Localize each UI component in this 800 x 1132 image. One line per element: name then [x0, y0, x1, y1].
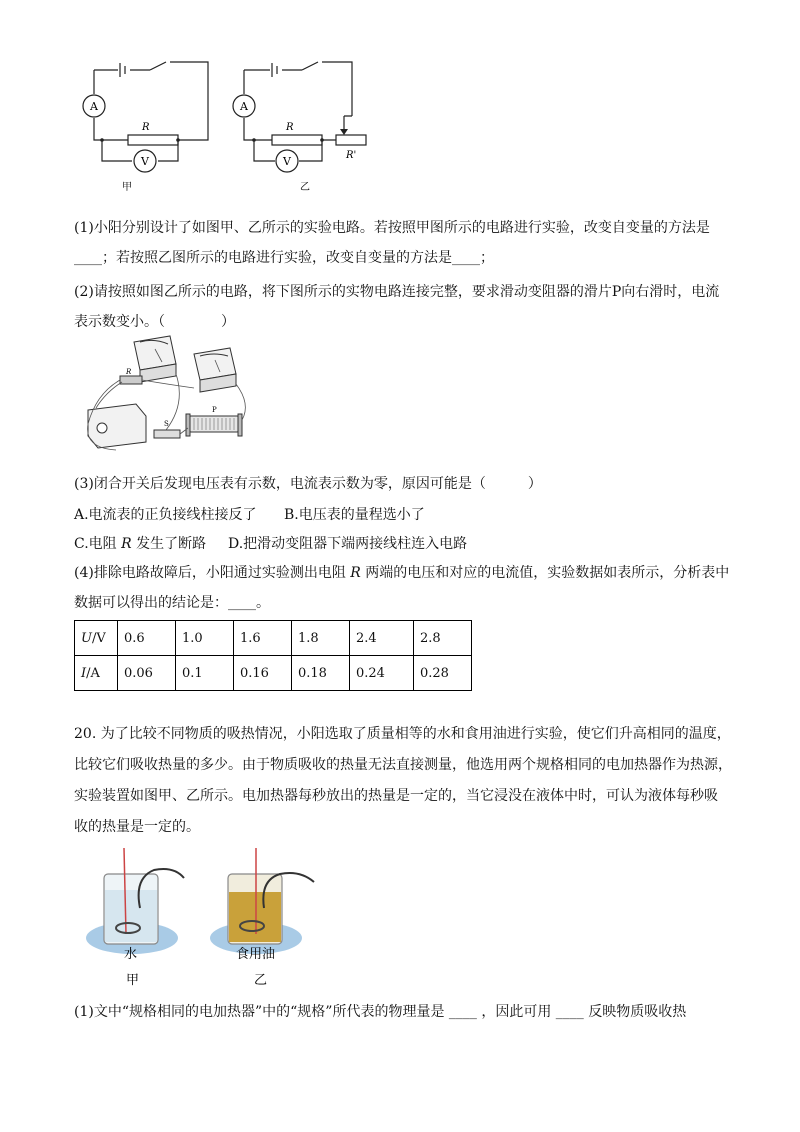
figure-label-yi: 乙 [300, 182, 310, 193]
q20-1-line: (1)文中“规格相同的电加热器”中的“规格”所代表的物理量是 ____ ，因此可用 ____ 反映物质吸收热 [74, 1004, 687, 1020]
table-cell: 0.6 [118, 621, 176, 656]
q3-option-c-var: R [121, 536, 132, 552]
q3-option-d: D.把滑动变阻器下端两接线柱连入电路 [228, 536, 468, 552]
voltmeter-label: V [283, 155, 291, 168]
table-var-i: I [81, 665, 87, 681]
q4-line-2: 数据可以得出的结论是：____。 [74, 595, 270, 611]
table-header-cell [75, 656, 118, 691]
q4-line-1-pre: (4)排除电路故障后，小阳通过实验测出电阻 [74, 565, 351, 581]
q20-line-4: 收的热量是一定的。 [74, 819, 200, 835]
circuit-diagram-jia [80, 60, 220, 200]
physical-circuit-figure [76, 334, 256, 454]
q20-line-3: 实验装置如图甲、乙所示。电加热器每秒放出的热量是一定的，当它浸没在液体中时，可认为液体每秒吸 [74, 788, 718, 804]
q3-stem: (3)闭合开关后发现电压表有示数，电流表示数为零，原因可能是（ ） [74, 476, 542, 492]
resistor-label: R [142, 122, 150, 133]
circuit-diagram-yi [232, 60, 372, 200]
table-cell: 0.1 [176, 656, 234, 691]
figure-label-jia: 甲 [122, 182, 132, 193]
q3-option-c-post: 发生了断路 [131, 536, 207, 552]
rheostat-label: R' [346, 150, 357, 161]
table-var-u: U [81, 630, 92, 646]
q2-line-2: 表示数变小。（ ） [74, 314, 235, 330]
table-row [75, 621, 472, 656]
table-cell: 2.8 [414, 621, 472, 656]
q1-line-2: ____；若按照乙图所示的电路进行实验，改变自变量的方法是____； [74, 250, 494, 266]
q4-line-1-var: R [350, 565, 361, 581]
q3-option-c-pre: C.电阻 [74, 536, 122, 552]
table-unit-u: /V [91, 630, 106, 646]
table-cell: 1.0 [176, 621, 234, 656]
table-cell: 2.4 [350, 621, 414, 656]
q1-line-1: (1)小阳分别设计了如图甲、乙所示的实验电路。若按照甲图所示的电路进行实验，改变自变量的方法是 [74, 220, 710, 236]
resistor-label: R [286, 122, 294, 133]
figure-label-jia: 甲 [126, 973, 140, 988]
q20-line-1: 20. 为了比较不同物质的吸热情况，小阳选取了质量相等的水和食用油进行实验，使它们升高相同的温度， [74, 726, 731, 742]
q2-line-1: (2)请按照如图乙所示的电路，将下图所示的实物电路连接完整，要求滑动变阻器的滑片P向右滑时，电流 [74, 284, 720, 300]
q3-option-a: A.电流表的正负接线柱接反了 [74, 507, 257, 523]
water-label: 水 [124, 947, 138, 962]
table-cell: 0.16 [234, 656, 292, 691]
data-table [74, 620, 472, 691]
oil-label: 食用油 [236, 947, 276, 962]
q20-line-2: 比较它们吸收热量的多少。由于物质吸收的热量无法直接测量，他选用两个规格相同的电加热器作为热源， [74, 757, 732, 773]
figure-label-yi: 乙 [254, 973, 268, 988]
table-unit-i: /A [86, 665, 100, 681]
table-cell: 1.8 [292, 621, 350, 656]
physical-slider-label: P [212, 406, 217, 414]
q4-line-1 [74, 563, 729, 583]
table-cell: 0.24 [350, 656, 414, 691]
table-cell: 1.6 [234, 621, 292, 656]
table-header-cell [75, 621, 118, 656]
table-row [75, 656, 472, 691]
q3-option-b: B.电压表的量程选小了 [284, 507, 425, 523]
ammeter-label: A [90, 100, 98, 113]
table-cell: 0.28 [414, 656, 472, 691]
physical-switch-label: S [164, 420, 169, 428]
table-cell: 0.18 [292, 656, 350, 691]
beaker-figure-oil [204, 848, 324, 988]
ammeter-label: A [240, 100, 248, 113]
q3-option-c [74, 534, 206, 554]
table-cell: 0.06 [118, 656, 176, 691]
beaker-figure-water [84, 848, 194, 988]
physical-resistor-label: R [126, 368, 132, 376]
q4-line-1-post: 两端的电压和对应的电流值，实验数据如表所示，分析表中 [360, 565, 730, 581]
voltmeter-label: V [141, 155, 149, 168]
